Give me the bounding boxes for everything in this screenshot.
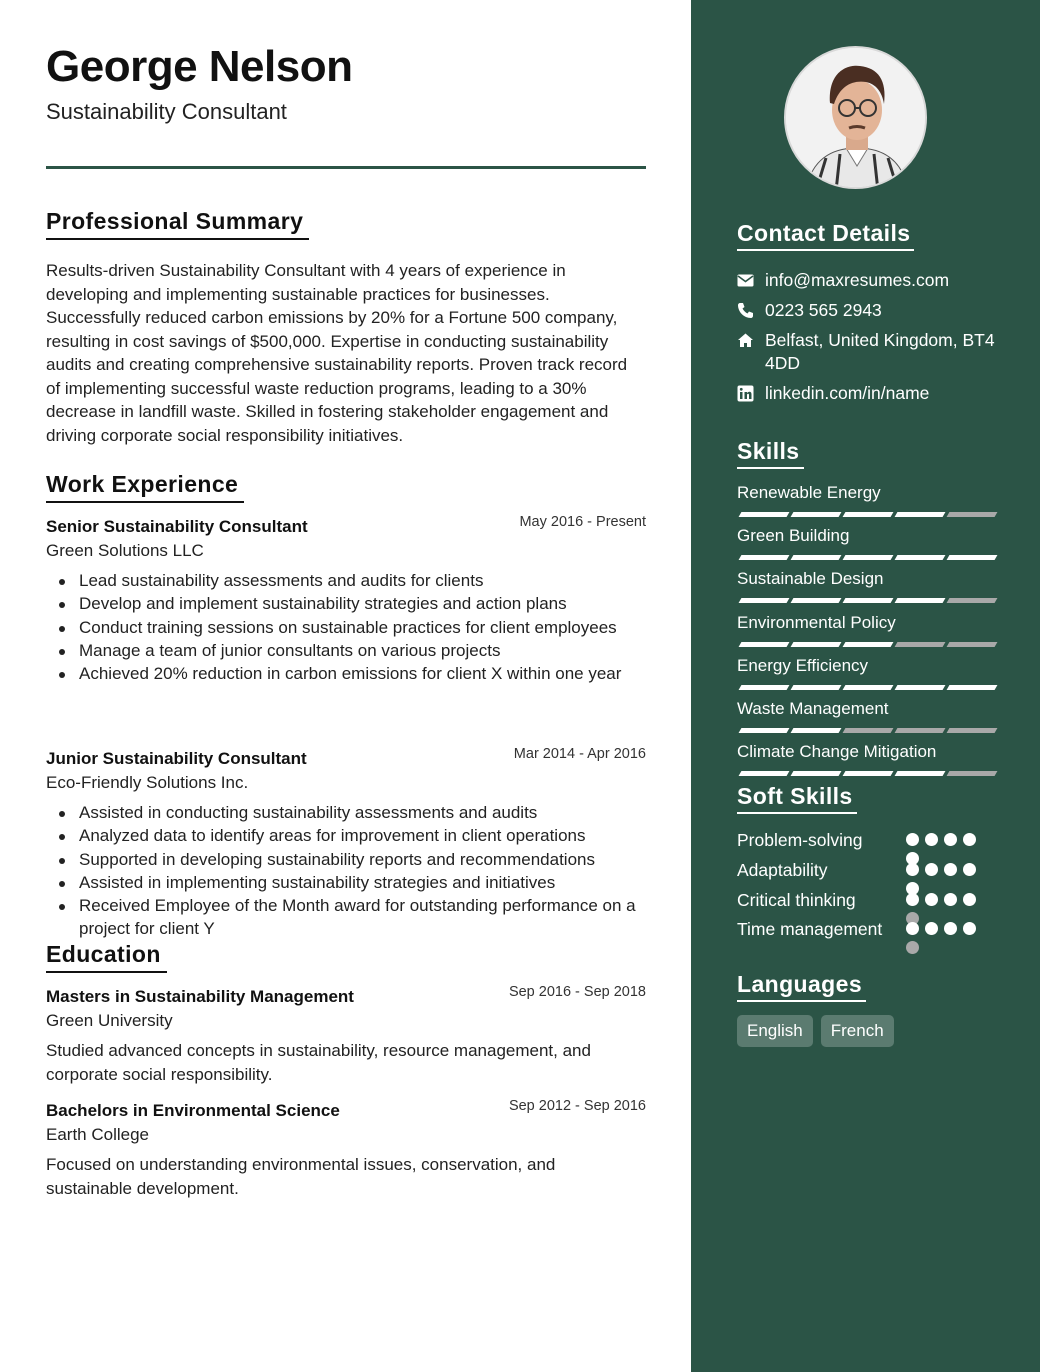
- soft-skill-name: Problem-solving: [737, 830, 863, 850]
- header-divider: [46, 166, 646, 169]
- education-description: Studied advanced concepts in sustainability, resource management, and corporate social responsibility.: [46, 1041, 591, 1084]
- school-name: Green University: [46, 1011, 173, 1030]
- job-bullet: Achieved 20% reduction in carbon emissions for client X within one year: [46, 662, 646, 685]
- language-chip: French: [821, 1015, 894, 1047]
- soft-skill-level-dot: [944, 833, 957, 846]
- languages-list: [737, 1015, 894, 1047]
- skill-level-bar: [737, 598, 993, 604]
- summary-heading: Professional Summary: [46, 208, 309, 240]
- address-text: Belfast, United Kingdom, BT4 4DD: [765, 330, 995, 373]
- skill-level-bar: [737, 771, 993, 777]
- skill-item: [737, 656, 993, 691]
- soft-skill-name: Adaptability: [737, 860, 828, 880]
- skill-level-segment: [843, 642, 894, 647]
- skill-level-segment: [739, 642, 790, 647]
- skill-name: Climate Change Mitigation: [737, 742, 937, 762]
- skill-level-segment: [739, 685, 790, 690]
- skill-level-segment: [791, 771, 842, 776]
- job-bullets: [46, 801, 646, 941]
- skill-item: [737, 569, 993, 604]
- skill-level-segment: [947, 598, 998, 603]
- skill-level-segment: [947, 685, 998, 690]
- soft-skill-level-dot: [906, 922, 919, 935]
- soft-skill-level-dot: [944, 863, 957, 876]
- skill-level-segment: [895, 512, 946, 517]
- soft-skill-level-dot: [906, 893, 919, 906]
- summary-text: Results-driven Sustainability Consultant with 4 years of experience in developing and implementing sustainable practices for businesses. Successfully reduced carbon emissions by 20% for a Fortune 500 company, resulting in cost savings of $500,000. Expertise in conducting sustainability audits and creating comprehensive sustainability reports. Proven track record of implementing successful waste reduction programs, leading to a 30% decrease in landfill waste. Skilled in fostering stakeholder engagement and driving corporate social responsibility initiatives.: [46, 261, 628, 445]
- skill-name: Waste Management: [737, 699, 889, 718]
- job-company: Eco-Friendly Solutions Inc.: [46, 773, 249, 792]
- job-bullet: Assisted in conducting sustainability assessments and audits: [46, 801, 646, 824]
- skill-level-segment: [843, 512, 894, 517]
- skill-level-bar: [737, 642, 993, 648]
- soft-skill-level-dot: [925, 863, 938, 876]
- skill-level-segment: [895, 728, 946, 733]
- skill-level-segment: [947, 771, 998, 776]
- soft-skills-heading: Soft Skills: [737, 783, 857, 814]
- job-bullet: Supported in developing sustainability reports and recommendations: [46, 848, 646, 871]
- job-bullet: Received Employee of the Month award for outstanding performance on a project for client Y: [46, 894, 646, 941]
- skill-level-segment: [895, 598, 946, 603]
- linkedin-text: linkedin.com/in/name: [765, 383, 930, 403]
- job-bullets: [46, 569, 646, 685]
- profile-photo: [784, 46, 927, 189]
- skill-name: Energy Efficiency: [737, 655, 869, 675]
- soft-skill-level-dot: [925, 922, 938, 935]
- education-dates: Sep 2012 - Sep 2016: [508, 1098, 646, 1114]
- skill-level-segment: [947, 642, 998, 647]
- skill-level-segment: [791, 512, 842, 517]
- skill-level-segment: [843, 771, 894, 776]
- soft-skill-level-dot: [925, 893, 938, 906]
- avatar-icon: [786, 48, 927, 189]
- home-icon: [737, 332, 754, 349]
- contact-address: [737, 329, 1007, 377]
- phone-icon: [737, 302, 754, 319]
- soft-skill-level-dot: [944, 922, 957, 935]
- skill-level-segment: [895, 642, 946, 647]
- job-bullet: Develop and implement sustainability strategies and action plans: [46, 592, 646, 615]
- skill-level-segment: [947, 512, 998, 517]
- skill-level-segment: [739, 512, 790, 517]
- phone-text: 0223 565 2943: [765, 300, 882, 320]
- skill-level-segment: [895, 685, 946, 690]
- skill-level-segment: [791, 642, 842, 647]
- skill-name: Green Building: [737, 526, 850, 546]
- skill-level-segment: [895, 555, 946, 560]
- job-entry: [46, 514, 646, 685]
- soft-skill-level-dot: [906, 941, 919, 954]
- education-heading: Education: [46, 941, 167, 973]
- education-description: Focused on understanding environmental issues, conservation, and sustainable development.: [46, 1155, 556, 1198]
- job-company: Green Solutions LLC: [46, 541, 204, 560]
- email-text: info@maxresumes.com: [765, 270, 950, 290]
- soft-skill-name: Critical thinking: [737, 890, 856, 910]
- skill-level-segment: [739, 555, 790, 560]
- soft-skill-level-dot: [963, 833, 976, 846]
- job-dates: May 2016 - Present: [519, 514, 646, 530]
- candidate-name: George Nelson: [46, 42, 353, 91]
- skills-heading: Skills: [737, 438, 804, 469]
- job-entry: [46, 746, 646, 941]
- soft-skill-name: Time management: [737, 919, 883, 939]
- skill-level-segment: [791, 685, 842, 690]
- skill-level-segment: [895, 771, 946, 776]
- soft-skill-level-dot: [906, 863, 919, 876]
- skill-item: [737, 613, 993, 648]
- skill-level-bar: [737, 555, 993, 561]
- soft-skill-level-dot: [944, 893, 957, 906]
- skill-level-bar: [737, 685, 993, 691]
- job-bullet: Conduct training sessions on sustainable practices for client employees: [46, 616, 646, 639]
- skill-item: [737, 483, 993, 518]
- education-dates: Sep 2016 - Sep 2018: [508, 984, 646, 1000]
- skill-level-segment: [843, 598, 894, 603]
- skill-level-segment: [791, 598, 842, 603]
- languages-heading: Languages: [737, 971, 866, 1002]
- education-entry: [46, 984, 646, 1086]
- skill-level-segment: [739, 598, 790, 603]
- contact-heading: Contact Details: [737, 220, 914, 251]
- skill-level-bar: [737, 728, 993, 734]
- job-title: Senior Sustainability Consultant: [46, 517, 308, 536]
- skill-item: [737, 742, 993, 777]
- job-bullet: Analyzed data to identify areas for improvement in client operations: [46, 824, 646, 847]
- soft-skill-level-dot: [963, 893, 976, 906]
- skill-name: Renewable Energy: [737, 483, 881, 502]
- linkedin-icon: [737, 385, 754, 402]
- soft-skill-item: [737, 917, 997, 967]
- experience-heading: Work Experience: [46, 471, 244, 503]
- skill-level-bar: [737, 512, 993, 518]
- language-chip: English: [737, 1015, 813, 1047]
- sidebar: [691, 0, 1040, 1372]
- job-bullet: Manage a team of junior consultants on various projects: [46, 639, 646, 662]
- skill-level-segment: [947, 728, 998, 733]
- soft-skill-level-dot: [963, 863, 976, 876]
- skill-level-segment: [791, 728, 842, 733]
- skill-level-segment: [843, 728, 894, 733]
- skill-name: Environmental Policy: [737, 612, 896, 632]
- degree-title: Masters in Sustainability Management: [46, 987, 354, 1006]
- job-dates: Mar 2014 - Apr 2016: [513, 746, 646, 762]
- soft-skill-level-dot: [963, 922, 976, 935]
- skill-level-segment: [947, 555, 998, 560]
- job-title: Junior Sustainability Consultant: [46, 749, 307, 768]
- skill-item: [737, 526, 993, 561]
- soft-skill-level-dot: [925, 833, 938, 846]
- skill-level-segment: [739, 728, 790, 733]
- skill-name: Sustainable Design: [737, 569, 884, 589]
- degree-title: Bachelors in Environmental Science: [46, 1101, 340, 1120]
- skill-level-segment: [791, 555, 842, 560]
- job-bullet: Lead sustainability assessments and audits for clients: [46, 569, 646, 592]
- skill-level-segment: [739, 771, 790, 776]
- candidate-role: Sustainability Consultant: [46, 99, 287, 124]
- skill-level-segment: [843, 685, 894, 690]
- soft-skill-level-dot: [906, 833, 919, 846]
- school-name: Earth College: [46, 1125, 150, 1144]
- skill-level-segment: [843, 555, 894, 560]
- job-bullet: Assisted in implementing sustainability strategies and initiatives: [46, 871, 646, 894]
- education-entry: [46, 1098, 646, 1200]
- skill-item: [737, 699, 993, 734]
- envelope-icon: [737, 272, 754, 289]
